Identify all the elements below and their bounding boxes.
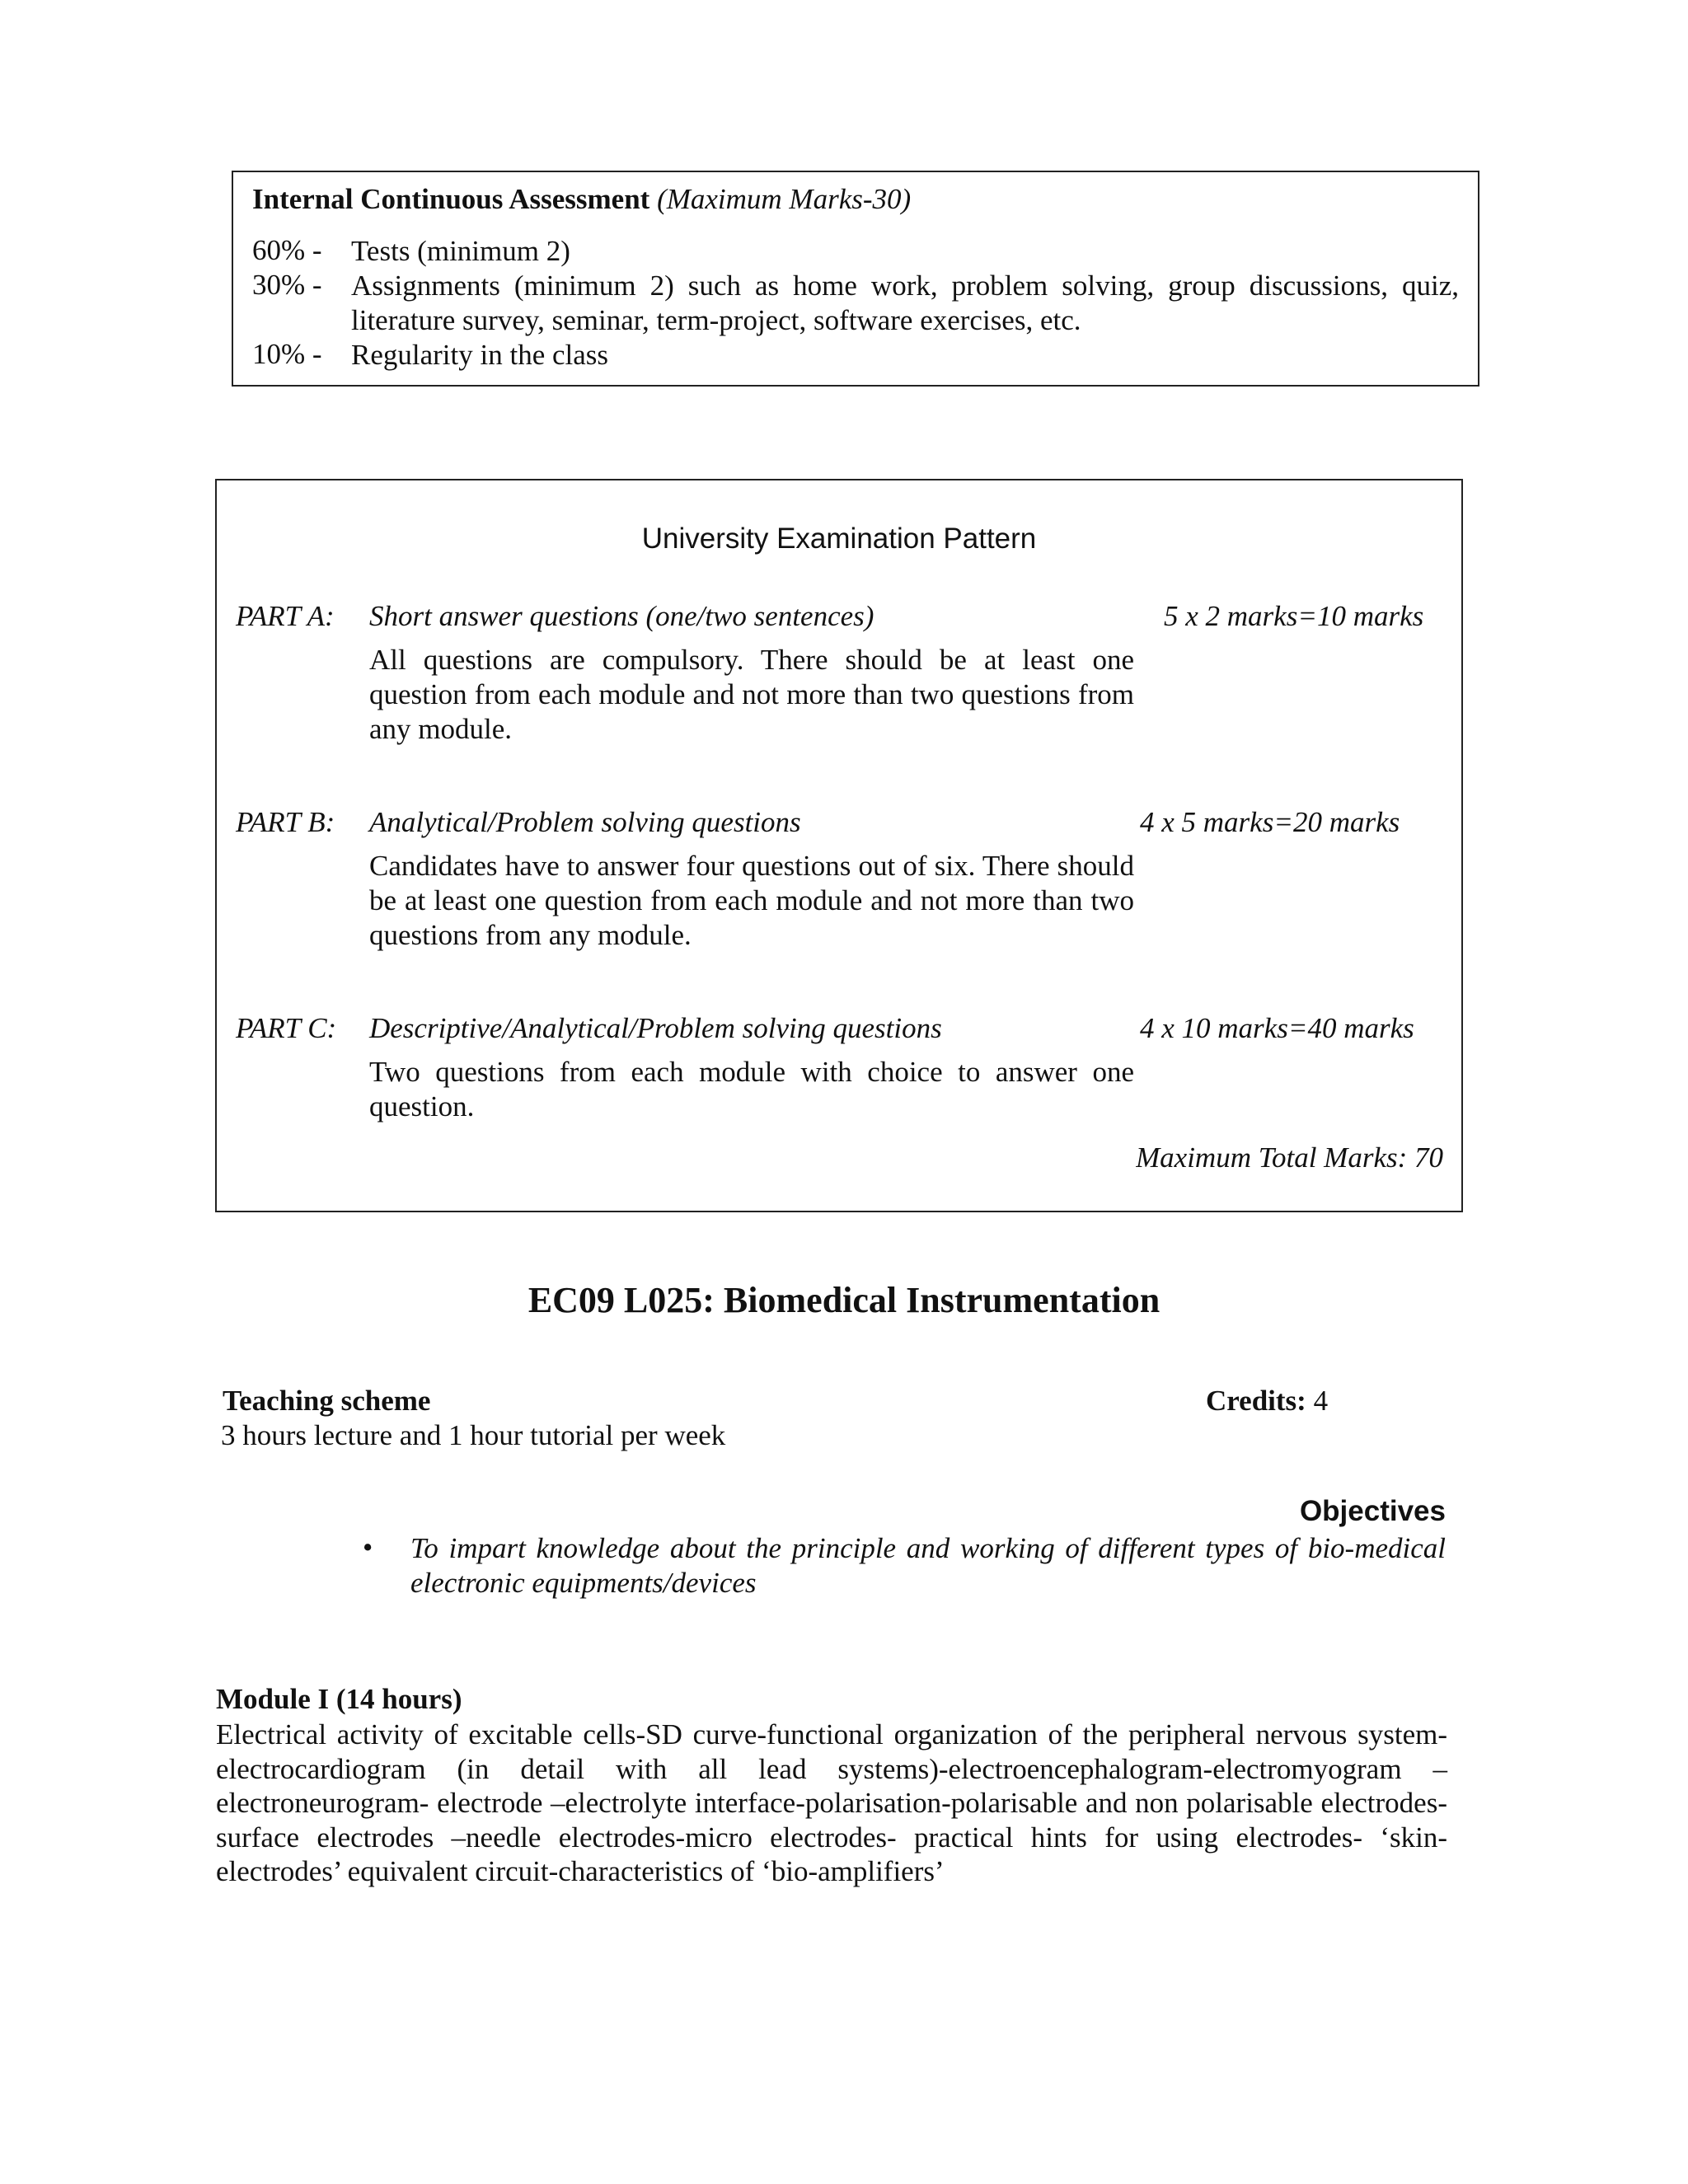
part-a-label: PART A: — [236, 600, 335, 632]
objective-item: To impart knowledge about the principle and working of different types of bio-medical electronic equipments/devices — [410, 1532, 1446, 1599]
part-b-heading: Analytical/Problem solving questions — [369, 806, 801, 838]
exam-pattern-title: University Examination Pattern — [641, 523, 1037, 555]
part-a-description: All questions are compulsory. There should be at least one question from each module and not more than two questions from any module. — [369, 644, 1134, 745]
internal-assessment-heading: Internal Continuous Assessment — [252, 183, 650, 215]
part-a-marks: 5 x 2 marks=10 marks — [1164, 600, 1424, 632]
internal-assessment-title — [252, 183, 911, 216]
assessment-text-regularity: Regularity in the class — [351, 339, 609, 371]
objectives-heading: Objectives — [1299, 1495, 1446, 1527]
bullet-icon: • — [363, 1531, 373, 1563]
teaching-scheme-text: 3 hours lecture and 1 hour tutorial per week — [221, 1419, 726, 1451]
assessment-percent-assignments: 30% - — [252, 269, 322, 301]
credits-label: Credits: — [1206, 1385, 1306, 1417]
assessment-percent-tests: 60% - — [252, 234, 322, 266]
credits-value: 4 — [1313, 1385, 1329, 1417]
maximum-total-marks: Maximum Total Marks: 70 — [1136, 1141, 1444, 1174]
credits — [1206, 1385, 1328, 1418]
part-c-marks: 4 x 10 marks=40 marks — [1140, 1012, 1414, 1044]
module-1-text: Electrical activity of excitable cells-SD curve-functional organization of the peripheral nervous system-electrocardiogram (in detail with all lead systems)-electroencephalogram-electromyogram – electroneurogram- electrode –electrolyte interface-polarisation-polarisable and non polarisable electrodes- surface electrodes –needle electrodes-micro electrodes- practical hints for using electrodes- ‘skin- electrodes’ equivalent circuit-characteristics of ‘bio-amplifiers’ — [216, 1718, 1447, 1887]
teaching-scheme-label: Teaching scheme — [223, 1385, 431, 1417]
part-c-label: PART C: — [236, 1012, 337, 1044]
part-b-description: Candidates have to answer four questions out of six. There should be at least one question from each module and not more than two questions from any module. — [369, 850, 1134, 951]
assessment-percent-regularity: 10% - — [252, 338, 322, 370]
assessment-text-tests: Tests (minimum 2) — [351, 235, 570, 267]
part-b-marks: 4 x 5 marks=20 marks — [1140, 806, 1400, 838]
course-title: EC09 L025: Biomedical Instrumentation — [528, 1280, 1160, 1320]
part-a-heading: Short answer questions (one/two sentences) — [369, 600, 874, 632]
part-b-label: PART B: — [236, 806, 335, 838]
part-c-heading: Descriptive/Analytical/Problem solving questions — [369, 1012, 942, 1044]
assessment-text-assignments: Assignments (minimum 2) such as home work, problem solving, group discussions, quiz, literature survey, seminar, term-project, software exercises, etc. — [351, 269, 1459, 336]
internal-assessment-max-marks: (Maximum Marks-30) — [657, 183, 912, 215]
module-1-heading: Module I (14 hours) — [216, 1683, 462, 1715]
part-c-description: Two questions from each module with choice to answer one question. — [369, 1056, 1134, 1122]
